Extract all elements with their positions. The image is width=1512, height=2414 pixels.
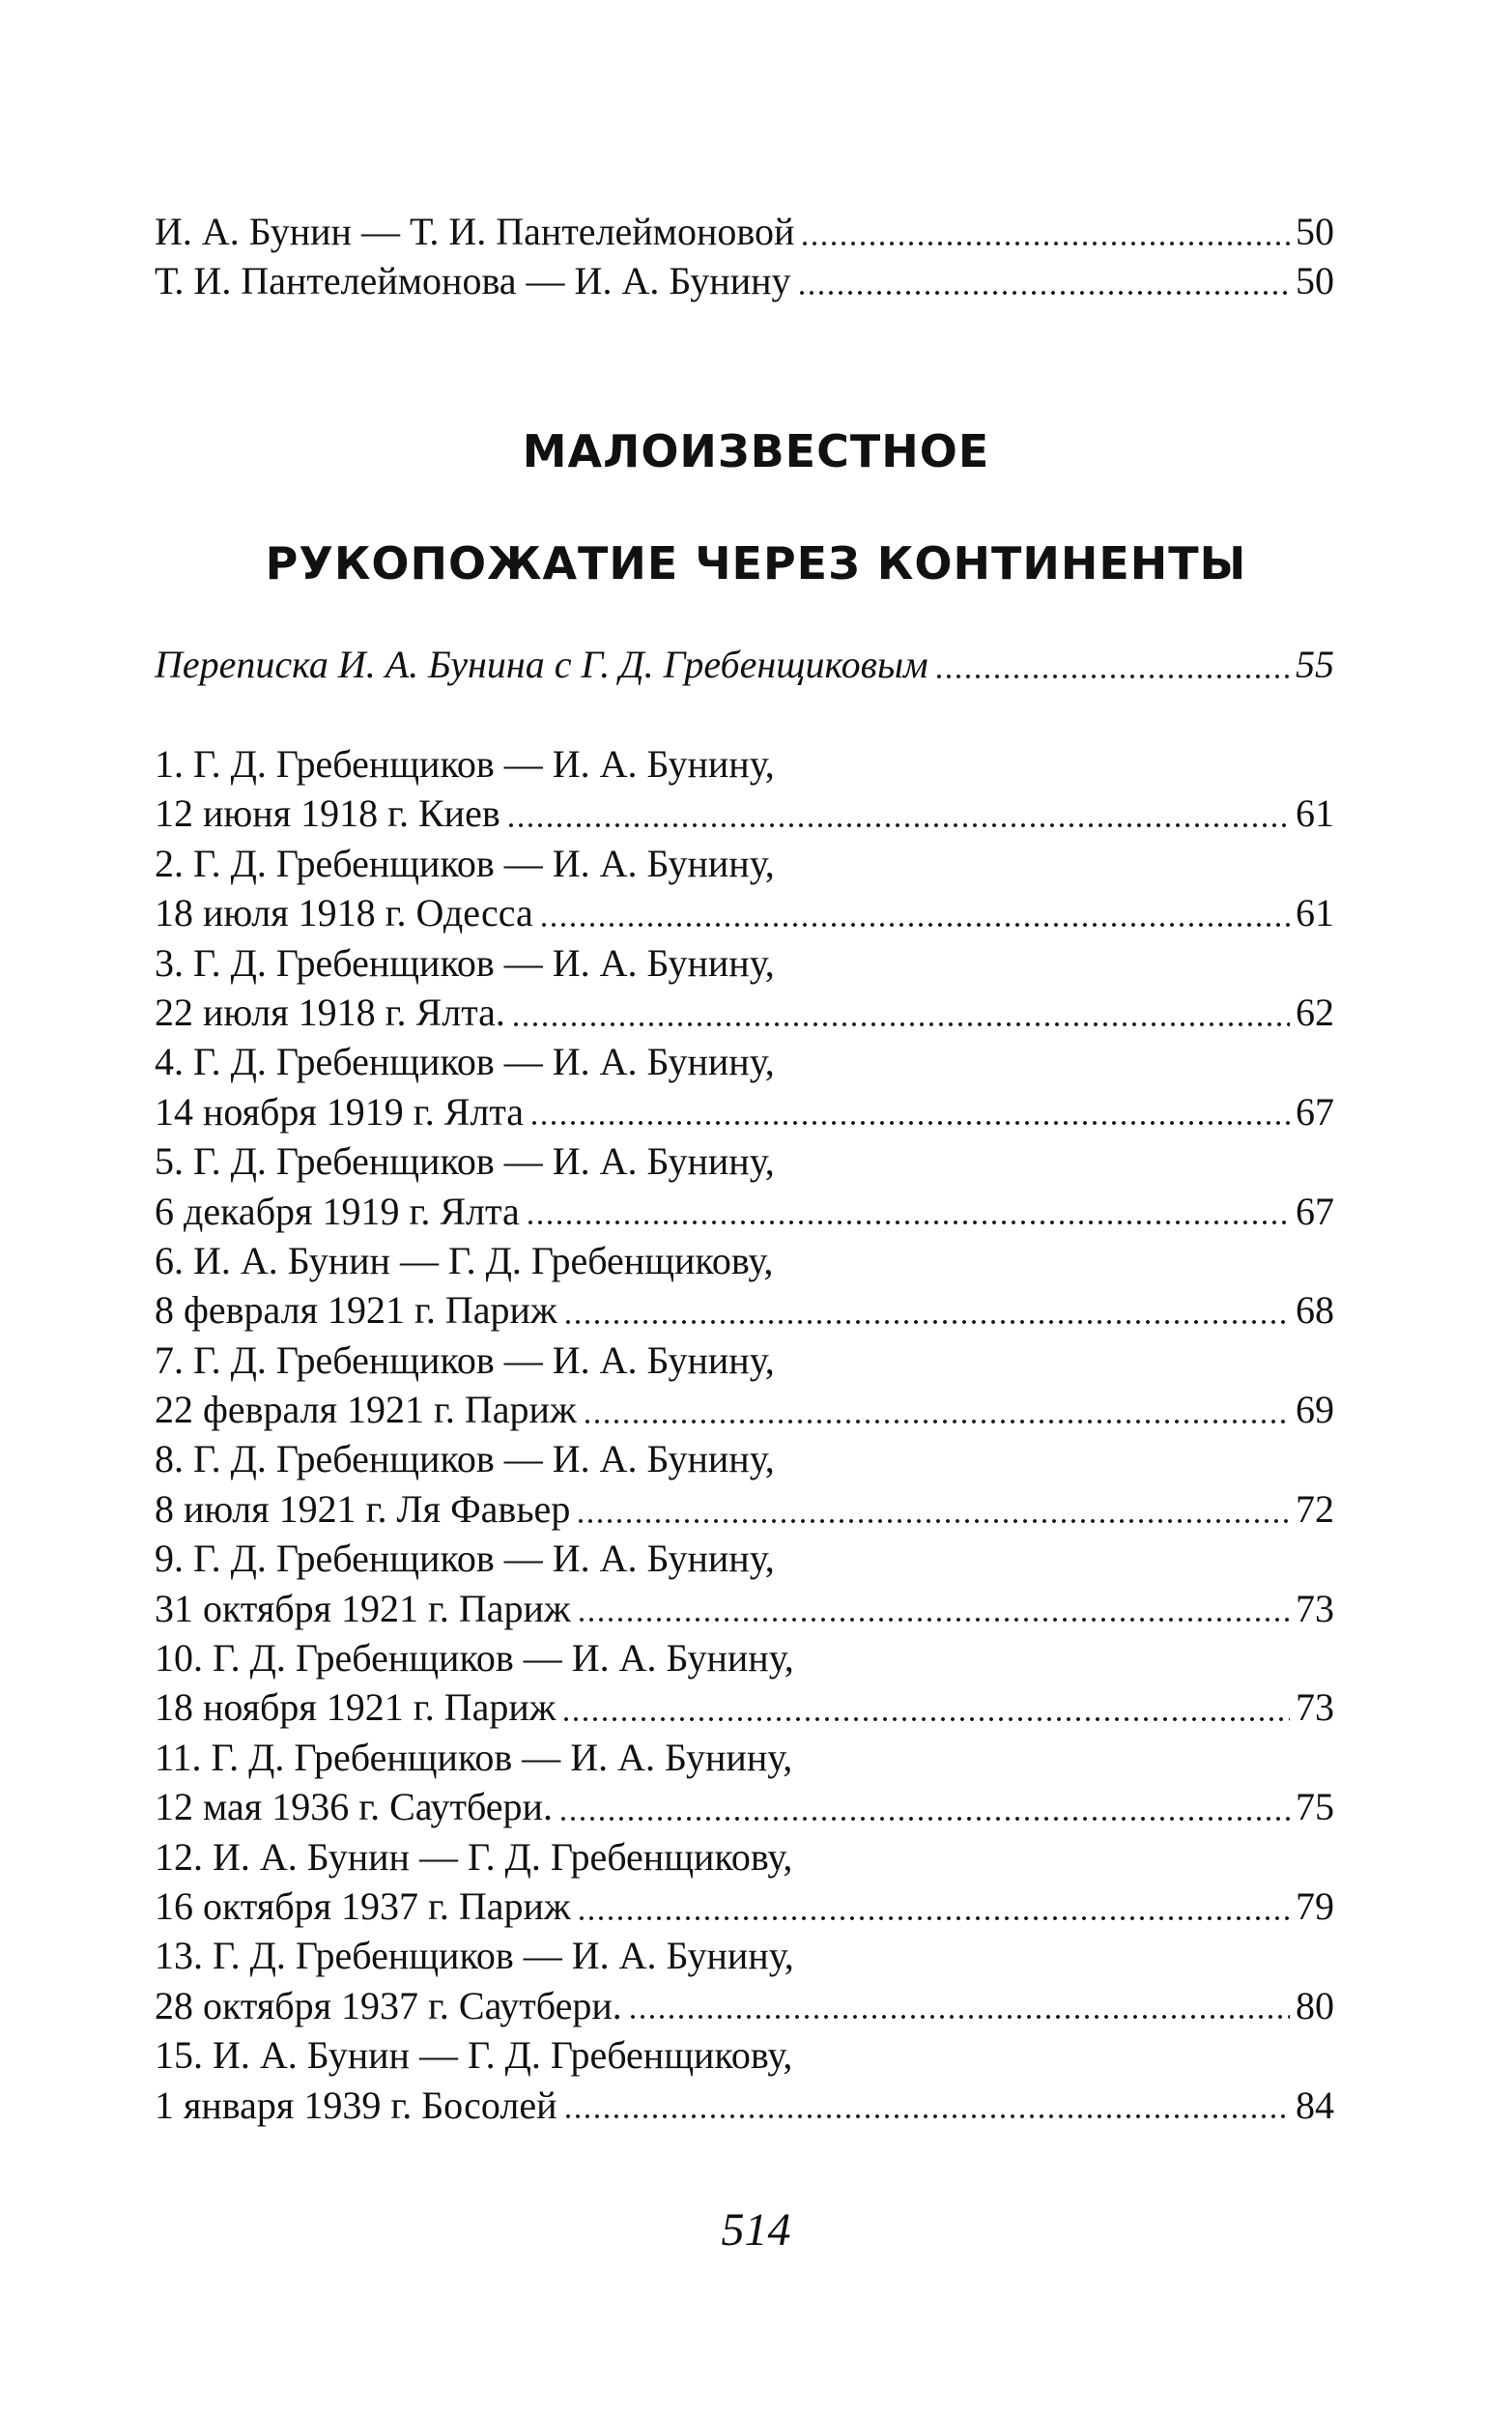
letter-entry-date: 18 ноября 1921 г. Париж <box>155 1685 556 1730</box>
letter-entry <box>155 739 1334 839</box>
letter-entry <box>155 1037 1334 1136</box>
letter-entry <box>155 1236 1334 1336</box>
letter-entry <box>155 1534 1334 1633</box>
dot-leader <box>558 1813 1290 1825</box>
letters-list <box>155 739 1334 2130</box>
letter-entry-date-line <box>155 1584 1334 1633</box>
letter-entry-heading: 15. И. А. Бунин — Г. Д. Гребенщикову, <box>155 2033 793 2078</box>
dot-leader <box>576 1515 1290 1527</box>
letter-entry <box>155 2030 1334 2130</box>
letter-entry-date: 6 декабря 1919 г. Ялта <box>155 1189 520 1233</box>
letter-entry-date: 22 июля 1918 г. Ялта. <box>155 990 505 1034</box>
dot-leader <box>800 238 1290 249</box>
toc-entry <box>155 207 1334 256</box>
letter-entry-heading: 7. Г. Д. Гребенщиков — И. А. Бунину, <box>155 1337 775 1382</box>
letter-entry-date: 8 июля 1921 г. Ля Фавьер <box>155 1486 571 1531</box>
toc-entry-page: 55 <box>1296 643 1334 686</box>
letter-entry-date: 12 июня 1918 г. Киев <box>155 791 500 836</box>
letter-entry-page: 84 <box>1296 2083 1334 2127</box>
toc-entry-title: И. А. Бунин — Т. И. Пантелеймоновой <box>155 210 795 253</box>
dot-leader <box>529 1117 1290 1129</box>
letter-entry <box>155 1633 1334 1733</box>
letter-entry-heading: 12. И. А. Бунин — Г. Д. Гребенщикову, <box>155 1834 793 1879</box>
letter-entry-date-line <box>155 1385 1334 1434</box>
letter-entry-page: 67 <box>1296 1189 1334 1233</box>
letter-entry <box>155 1832 1334 1932</box>
letter-entry-page: 68 <box>1296 1288 1334 1333</box>
dot-leader <box>628 2011 1290 2023</box>
intro-entry-block <box>155 640 1334 689</box>
dot-leader <box>583 1416 1290 1427</box>
letter-entry-date: 12 мая 1936 г. Саутбери. <box>155 1785 553 1829</box>
letter-entry-heading: 6. И. А. Бунин — Г. Д. Гребенщикову, <box>155 1238 774 1282</box>
letter-entry <box>155 1733 1334 1832</box>
letter-entry-date-line <box>155 1187 1334 1236</box>
toc-entry-page: 50 <box>1296 259 1334 303</box>
page-number: 514 <box>721 2204 791 2256</box>
letter-entry-date-line <box>155 1782 1334 1831</box>
letter-entry-heading: 10. Г. Д. Гребенщиков — И. А. Бунину, <box>155 1636 794 1681</box>
letter-entry-date-line <box>155 2081 1334 2130</box>
letter-entry-date-line <box>155 1882 1334 1931</box>
toc-entry <box>155 256 1334 305</box>
letter-entry-date: 18 июля 1918 г. Одесса <box>155 891 533 935</box>
dot-leader <box>934 671 1290 682</box>
toc-entry-title: Переписка И. А. Бунина с Г. Д. Гребенщиковым <box>155 643 928 686</box>
letter-entry-date-line <box>155 1682 1334 1732</box>
letter-entry-heading: 5. Г. Д. Гребенщиков — И. А. Бунину, <box>155 1139 775 1184</box>
top-entries <box>155 207 1334 306</box>
letter-entry-date: 28 октября 1937 г. Саутбери. <box>155 1983 622 2027</box>
letter-entry-page: 75 <box>1296 1785 1334 1829</box>
letter-entry <box>155 1336 1334 1435</box>
letter-entry-page: 69 <box>1296 1388 1334 1432</box>
dot-leader <box>539 919 1290 931</box>
letter-entry-heading: 8. Г. Д. Гребенщиков — И. А. Бунину, <box>155 1437 775 1481</box>
toc-entry-page: 50 <box>1296 210 1334 253</box>
letter-entry-page: 80 <box>1296 1983 1334 2027</box>
letter-entry-date: 14 ноября 1919 г. Ялта <box>155 1089 525 1134</box>
letter-entry-date: 31 октября 1921 г. Париж <box>155 1586 571 1630</box>
letter-entry-heading: 9. Г. Д. Гребенщиков — И. А. Бунину, <box>155 1537 775 1581</box>
toc-entry-title: Т. И. Пантелеймонова — И. А. Бунину <box>155 259 791 303</box>
letter-entry-page: 61 <box>1296 891 1334 935</box>
dot-leader <box>511 1019 1290 1030</box>
letter-entry-page: 79 <box>1296 1883 1334 1928</box>
letter-entry-page: 62 <box>1296 990 1334 1034</box>
letter-entry-date-line <box>155 988 1334 1037</box>
letter-entry-page: 61 <box>1296 791 1334 836</box>
letter-entry-page: 72 <box>1296 1486 1334 1531</box>
letter-entry-heading: 11. Г. Д. Гребенщиков — И. А. Бунину, <box>155 1735 793 1779</box>
letter-entry-date: 16 октября 1937 г. Париж <box>155 1883 571 1928</box>
letter-entry <box>155 1136 1334 1236</box>
dot-leader <box>561 1713 1290 1725</box>
dot-leader <box>563 2111 1290 2122</box>
letter-entry-heading: 4. Г. Д. Гребенщиков — И. А. Бунину, <box>155 1040 775 1084</box>
letter-entry-date-line <box>155 789 1334 838</box>
dot-leader <box>506 819 1290 831</box>
letter-entry-heading: 1. Г. Д. Гребенщиков — И. А. Бунину, <box>155 742 775 786</box>
dot-leader <box>797 287 1290 299</box>
letter-entry-page: 73 <box>1296 1586 1334 1630</box>
letter-entry <box>155 1931 1334 2030</box>
letter-entry-date: 1 января 1939 г. Босолей <box>155 2083 557 2127</box>
dot-leader <box>526 1217 1290 1228</box>
section-heading: МАЛОИЗВЕСТНОЕ <box>522 425 990 477</box>
dot-leader <box>577 1912 1290 1924</box>
letter-entry <box>155 839 1334 938</box>
letter-entry <box>155 938 1334 1038</box>
letter-entry-date-line <box>155 1087 1334 1136</box>
letter-entry-date-line <box>155 1981 1334 2030</box>
letter-entry-page: 67 <box>1296 1089 1334 1134</box>
letter-entry-page: 73 <box>1296 1685 1334 1730</box>
letter-entry <box>155 1434 1334 1534</box>
letter-entry-date-line <box>155 1285 1334 1335</box>
letter-entry-date-line <box>155 888 1334 937</box>
letter-entry-date: 22 февраля 1921 г. Париж <box>155 1388 577 1432</box>
dot-leader <box>577 1614 1290 1625</box>
letter-entry-heading: 3. Г. Д. Гребенщиков — И. А. Бунину, <box>155 940 775 985</box>
dot-leader <box>563 1316 1290 1328</box>
letter-entry-date: 8 февраля 1921 г. Париж <box>155 1288 557 1333</box>
subsection-heading: РУКОПОЖАТИЕ ЧЕРЕЗ КОНТИНЕНТЫ <box>265 537 1247 589</box>
toc-entry <box>155 640 1334 689</box>
letter-entry-heading: 13. Г. Д. Гребенщиков — И. А. Бунину, <box>155 1934 794 1978</box>
letter-entry-date-line <box>155 1484 1334 1534</box>
letter-entry-heading: 2. Г. Д. Гребенщиков — И. А. Бунину, <box>155 841 775 885</box>
